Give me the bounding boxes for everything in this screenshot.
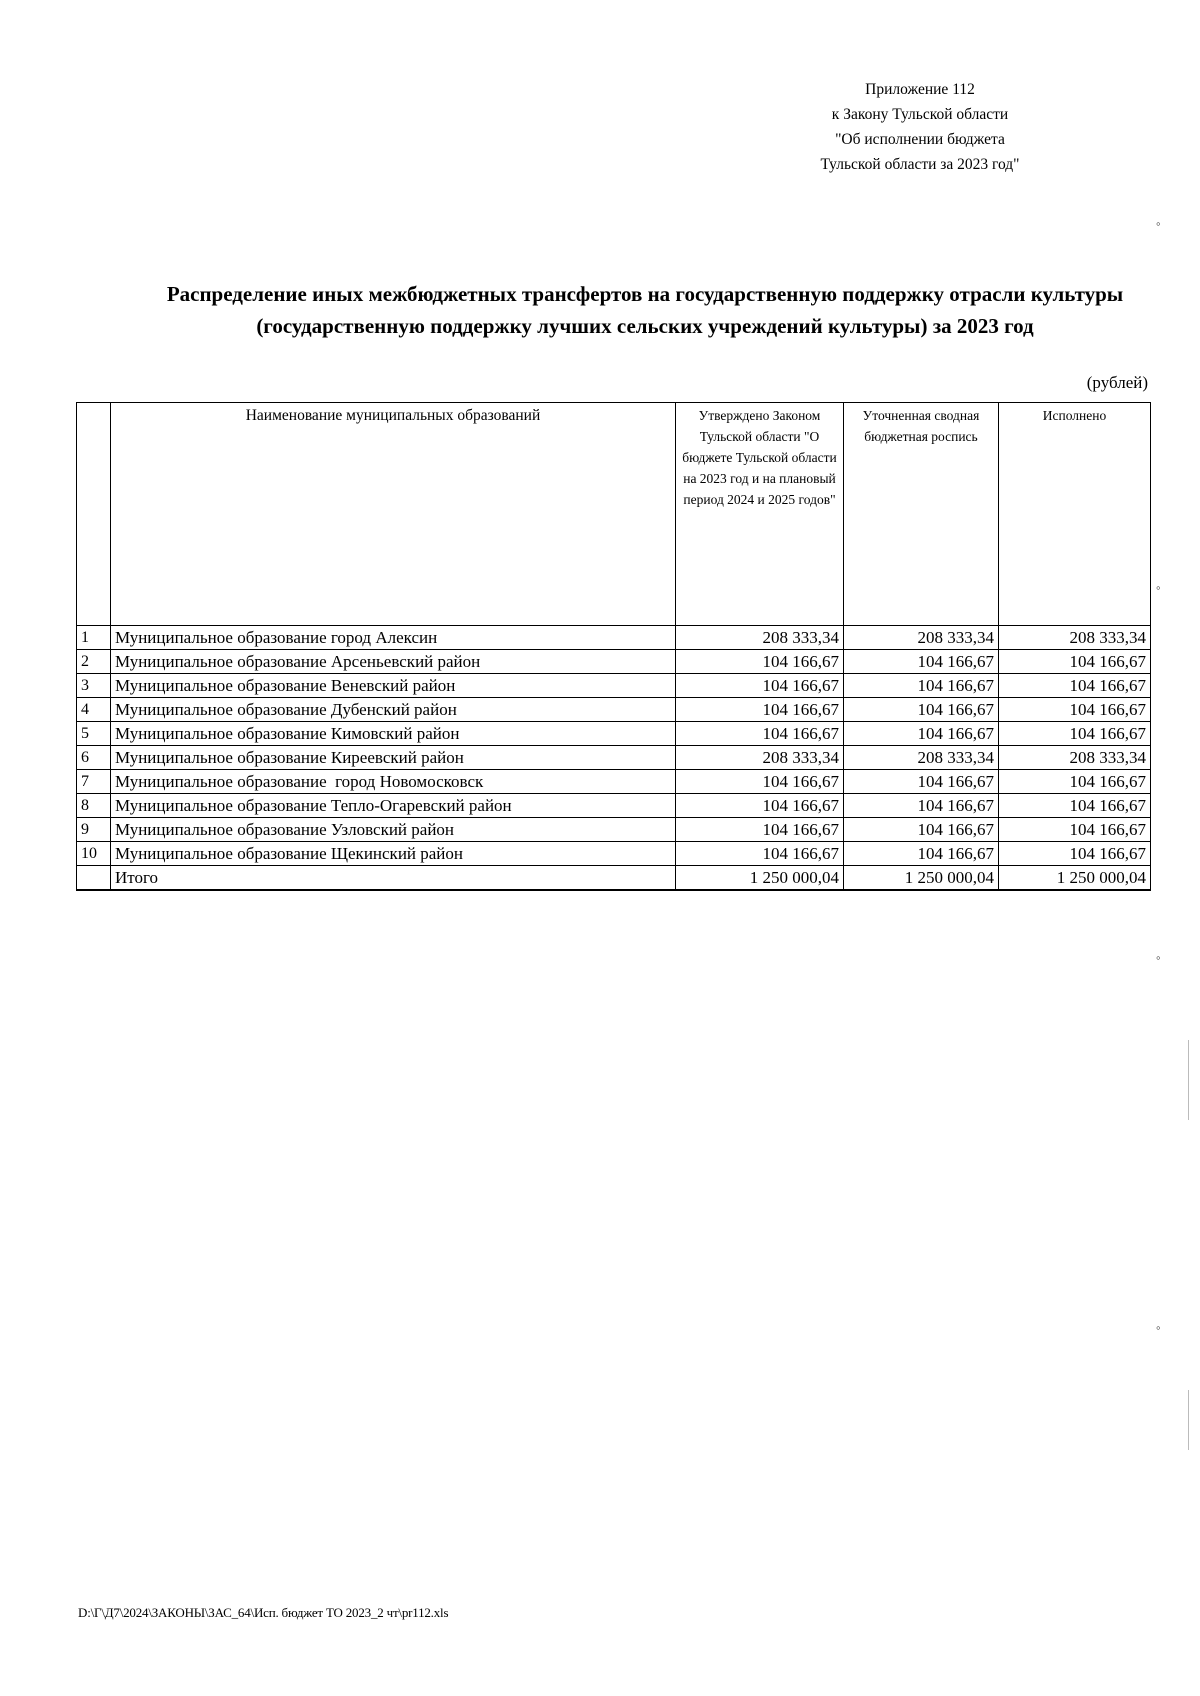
- row-approved: 104 166,67: [676, 794, 844, 818]
- row-number: 9: [77, 818, 111, 842]
- row-executed: 104 166,67: [999, 770, 1151, 794]
- row-refined: 104 166,67: [844, 818, 999, 842]
- row-approved: 104 166,67: [676, 842, 844, 866]
- scan-mark: ◦: [1156, 216, 1161, 231]
- row-number: 4: [77, 698, 111, 722]
- scan-mark: ◦: [1156, 580, 1161, 595]
- row-number: 6: [77, 746, 111, 770]
- row-approved: 104 166,67: [676, 818, 844, 842]
- scan-mark: ◦: [1156, 1320, 1161, 1335]
- title-line-2: (государственную поддержку лучших сельских учреждений культуры) за 2023 год: [256, 314, 1034, 338]
- table-header-row: [77, 403, 1151, 626]
- row-number: 7: [77, 770, 111, 794]
- annex-line-4: Тульской области за 2023 год": [820, 156, 1020, 173]
- row-number: 2: [77, 650, 111, 674]
- document-title: [60, 278, 1200, 342]
- header-refined: Уточненная сводная бюджетная роспись: [844, 403, 999, 626]
- annex-line-2: к Закону Тульской области: [831, 106, 1009, 123]
- total-row: [77, 866, 1151, 891]
- units-label: (рублей): [1086, 373, 1148, 392]
- header-name: Наименование муниципальных образований: [111, 403, 676, 626]
- annex-line-3: "Об исполнении бюджета: [835, 131, 1005, 148]
- row-name: Муниципальное образование город Алексин: [111, 626, 676, 650]
- row-approved: 208 333,34: [676, 626, 844, 650]
- row-number: 5: [77, 722, 111, 746]
- table-row: [77, 818, 1151, 842]
- row-name: Муниципальное образование Дубенский район: [111, 698, 676, 722]
- row-name: Муниципальное образование Арсеньевский район: [111, 650, 676, 674]
- total-name: Итого: [111, 866, 676, 891]
- row-refined: 104 166,67: [844, 794, 999, 818]
- row-name: Муниципальное образование Щекинский район: [111, 842, 676, 866]
- row-refined: 208 333,34: [844, 746, 999, 770]
- table-row: [77, 722, 1151, 746]
- row-name: Муниципальное образование Веневский район: [111, 674, 676, 698]
- row-refined: 104 166,67: [844, 698, 999, 722]
- row-refined: 104 166,67: [844, 770, 999, 794]
- row-executed: 104 166,67: [999, 818, 1151, 842]
- row-executed: 104 166,67: [999, 794, 1151, 818]
- table-row: [77, 770, 1151, 794]
- row-refined: 104 166,67: [844, 722, 999, 746]
- row-refined: 208 333,34: [844, 626, 999, 650]
- header-approved: Утверждено Законом Тульской области "О бюджете Тульской области на 2023 год и на плановый период 2024 и 2025 годов": [676, 403, 844, 626]
- table-row: [77, 698, 1151, 722]
- row-refined: 104 166,67: [844, 650, 999, 674]
- row-executed: 208 333,34: [999, 626, 1151, 650]
- row-name: Муниципальное образование Тепло-Огаревский район: [111, 794, 676, 818]
- row-approved: 104 166,67: [676, 698, 844, 722]
- row-number: 8: [77, 794, 111, 818]
- table-row: [77, 626, 1151, 650]
- row-approved: 104 166,67: [676, 650, 844, 674]
- table-row: [77, 842, 1151, 866]
- row-approved: 104 166,67: [676, 770, 844, 794]
- row-name: Муниципальное образование город Новомосковск: [111, 770, 676, 794]
- row-refined: 104 166,67: [844, 674, 999, 698]
- row-executed: 104 166,67: [999, 722, 1151, 746]
- scan-edge-line: [1188, 1390, 1189, 1450]
- total-approved: 1 250 000,04: [676, 866, 844, 891]
- row-executed: 104 166,67: [999, 698, 1151, 722]
- total-number: [77, 866, 111, 891]
- scan-mark: ◦: [1156, 950, 1161, 965]
- row-number: 3: [77, 674, 111, 698]
- row-refined: 104 166,67: [844, 842, 999, 866]
- file-path-footer: D:\Г\Д7\2024\ЗАКОНЫ\ЗАС_64\Исп. бюджет ТО 2023_2 чт\pr112.xls: [78, 1605, 449, 1620]
- row-approved: 104 166,67: [676, 674, 844, 698]
- row-approved: 104 166,67: [676, 722, 844, 746]
- table-row: [77, 650, 1151, 674]
- scan-edge-line: [1188, 1040, 1189, 1120]
- row-approved: 208 333,34: [676, 746, 844, 770]
- header-number: [77, 403, 111, 626]
- row-number: 10: [77, 842, 111, 866]
- annex-block: [760, 77, 1080, 177]
- transfers-table: [76, 402, 1151, 891]
- row-executed: 104 166,67: [999, 842, 1151, 866]
- table-row: [77, 674, 1151, 698]
- total-refined: 1 250 000,04: [844, 866, 999, 891]
- row-executed: 208 333,34: [999, 746, 1151, 770]
- total-executed: 1 250 000,04: [999, 866, 1151, 891]
- row-executed: 104 166,67: [999, 674, 1151, 698]
- table-row: [77, 746, 1151, 770]
- table-row: [77, 794, 1151, 818]
- title-line-1: Распределение иных межбюджетных трансфертов на государственную поддержку отрасли культуры: [166, 282, 1124, 306]
- row-name: Муниципальное образование Узловский район: [111, 818, 676, 842]
- row-name: Муниципальное образование Киреевский район: [111, 746, 676, 770]
- row-number: 1: [77, 626, 111, 650]
- row-name: Муниципальное образование Кимовский район: [111, 722, 676, 746]
- header-executed: Исполнено: [999, 403, 1151, 626]
- row-executed: 104 166,67: [999, 650, 1151, 674]
- annex-line-1: Приложение 112: [865, 81, 975, 98]
